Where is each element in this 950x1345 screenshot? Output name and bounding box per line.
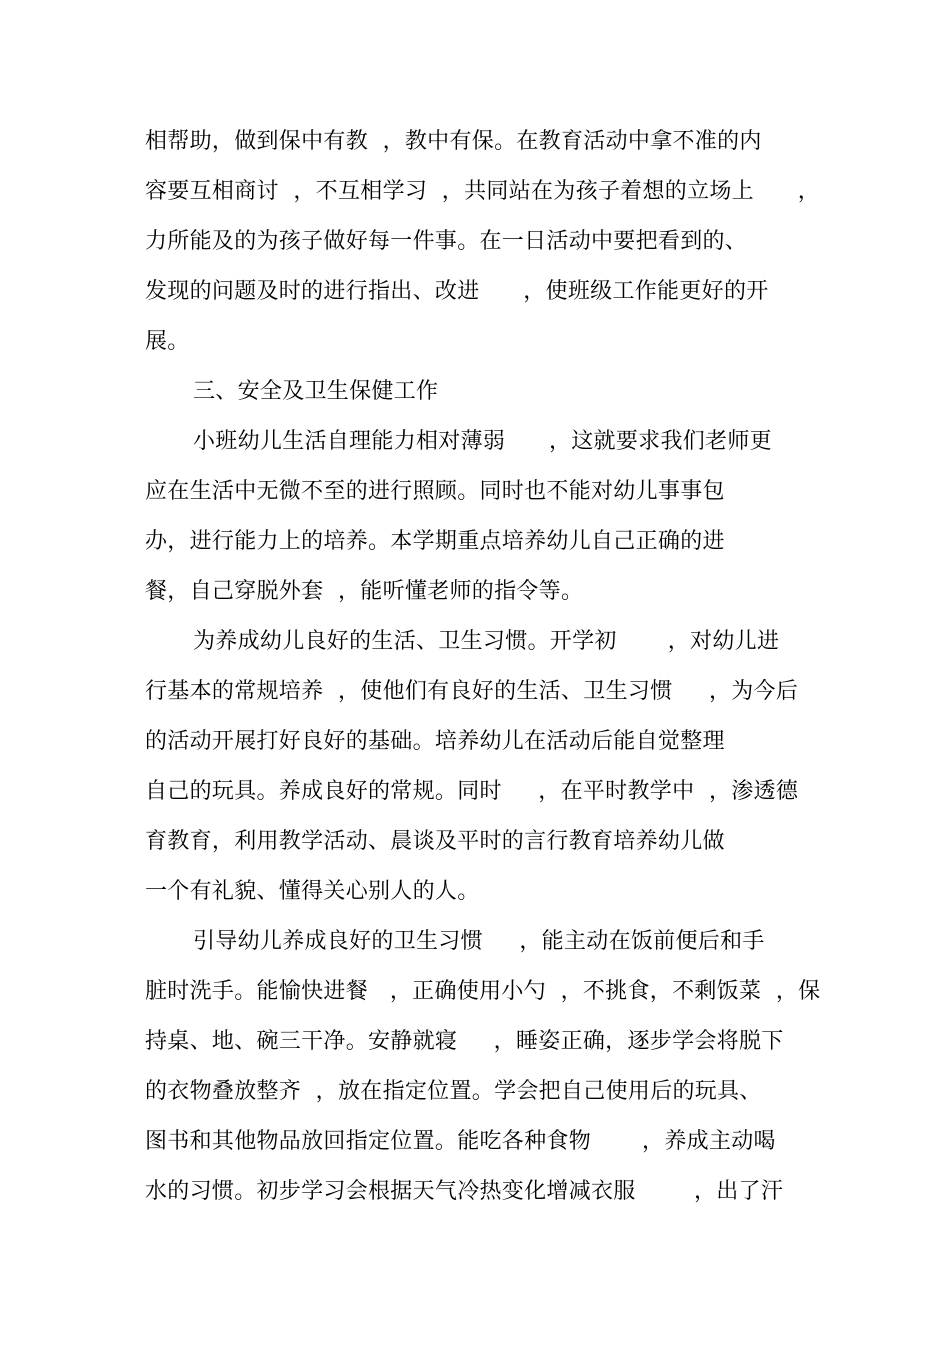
paragraph-line: 餐，自己穿脱外套 ，能听懂老师的指令等。 — [145, 579, 584, 604]
paragraph-line: 持桌、地、碗三干净。安静就寝 ，睡姿正确，逐步学会将脱下 — [145, 1029, 784, 1054]
section-heading: 三、安全及卫生保健工作 — [193, 379, 439, 404]
paragraph-line: 自己的玩具。养成良好的常规。同时 ，在平时教学中 ，渗透德 — [145, 779, 799, 804]
paragraph-line: 力所能及的为孩子做好每一件事。在一日活动中要把看到的、 — [145, 229, 748, 254]
paragraph-line: 水的习惯。初步学习会根据天气冷热变化增减衣服 ，出了汗 — [145, 1179, 784, 1204]
paragraph-line: 为养成幼儿良好的生活、卫生习惯。开学初 ，对幼儿进 — [193, 629, 780, 654]
paragraph-line: 办，进行能力上的培养。本学期重点培养幼儿自己正确的进 — [145, 529, 725, 554]
paragraph-line: 行基本的常规培养 ，使他们有良好的生活、卫生习惯 ，为今后 — [145, 679, 799, 704]
paragraph-line: 相帮助，做到保中有教 ，教中有保。在教育活动中拿不准的内 — [145, 129, 762, 154]
paragraph-line: 一个有礼貌、懂得关心别人的人。 — [145, 879, 480, 904]
paragraph-line: 发现的问题及时的进行指出、改进 ，使班级工作能更好的开 — [145, 279, 769, 304]
paragraph-line: 容要互相商讨 ，不互相学习 ，共同站在为孩子着想的立场上 ， — [145, 179, 821, 204]
paragraph-line: 小班幼儿生活自理能力相对薄弱 ，这就要求我们老师更 — [193, 429, 772, 454]
paragraph-line: 展。 — [145, 329, 190, 354]
paragraph-line: 的活动开展打好良好的基础。培养幼儿在活动后能自觉整理 — [145, 729, 725, 754]
paragraph-line: 的衣物叠放整齐 ，放在指定位置。学会把自己使用后的玩具、 — [145, 1079, 762, 1104]
paragraph-line: 脏时洗手。能愉快进餐 ，正确使用小勺 ，不挑食，不剩饭菜 ，保 — [145, 979, 821, 1004]
paragraph-line: 育教育，利用教学活动、晨谈及平时的言行教育培养幼儿做 — [145, 829, 725, 854]
paragraph-line: 引导幼儿养成良好的卫生习惯 ，能主动在饭前便后和手 — [193, 929, 765, 954]
paragraph-line: 图书和其他物品放回指定位置。能吃各种食物 ，养成主动喝 — [145, 1129, 776, 1154]
paragraph-line: 应在生活中无微不至的进行照顾。同时也不能对幼儿事事包 — [145, 479, 725, 504]
